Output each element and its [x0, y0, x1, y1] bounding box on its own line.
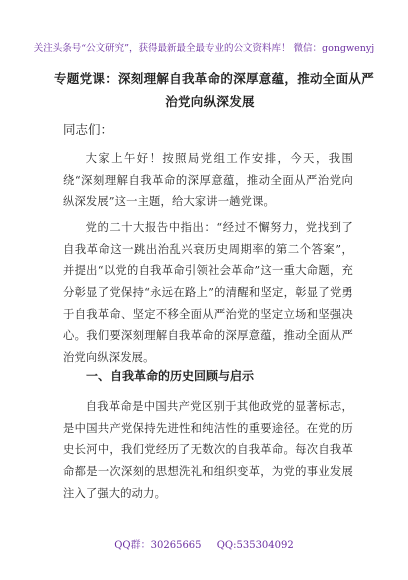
footer-qq-group: QQ群：30265665: [114, 540, 202, 551]
section-heading: 一、自我革命的历史回顾与启示: [86, 369, 255, 383]
footer-qq: QQ:535304092: [216, 540, 294, 551]
header-promo-text: 关注头条号“公文研究”，获得最新最全最专业的公文资料库！ 微信：gongwenyj: [33, 43, 375, 54]
document-title-line1: 专题党课：深刻理解自我革命的深厚意蕴，推动全面从严: [54, 71, 375, 86]
section-paragraph: 自我革命是中国共产党区别于其他政党的显著标志，是中国共产党保持先进性和纯洁性的重要途径。在党的历史长河中，我们党经历了无数次的自我革命。每次自我革命都是一次深刻的思想洗礼和组织变革，为党的事业发展注入了强大的动力。: [63, 400, 353, 500]
body-paragraph-1: 大家上午好！按照局党组工作安排，今天，我围绕“深刻理解自我革命的深厚意蕴，推动全面从严治党向纵深发展”这一主题，给大家讲一趟党课。: [63, 152, 353, 209]
footer: [0, 536, 408, 551]
greeting: 同志们：: [63, 122, 114, 137]
document-title-line2: 治党向纵深发展: [165, 94, 255, 109]
body-paragraph-2: 党的二十大报告中指出：“经过不懈努力，党找到了自我革命这一跳出治乱兴衰历史周期率的第二个答案”，并提出“以党的自我革命引领社会革命”这一重大命题，充分彰显了党保持“永远在路上”的清醒和坚定，彰显了党勇于自我革命、坚定不移全面从严治党的坚定立场和坚强决心。我们要深刻理解自我革命的深厚意蕴，推动全面从严治党向纵深发展。: [63, 221, 353, 364]
